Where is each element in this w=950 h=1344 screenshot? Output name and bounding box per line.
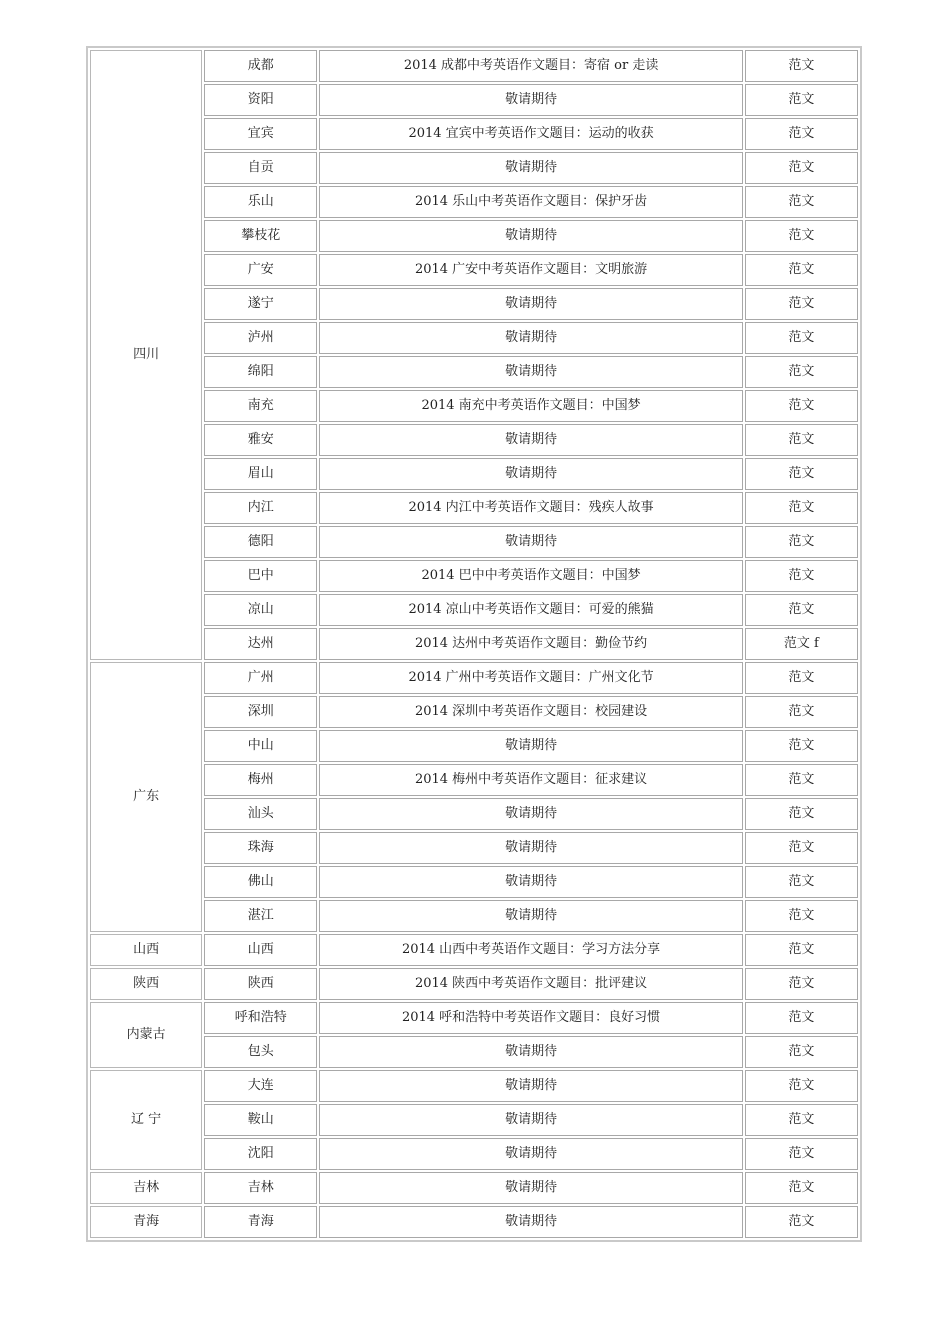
table-row xyxy=(90,322,858,354)
sample-essay-link[interactable]: 范文 xyxy=(745,934,858,966)
table-row xyxy=(90,356,858,388)
city-cell: 鞍山 xyxy=(204,1104,317,1136)
essay-topic-cell: 2014 广州中考英语作文题目：广州文化节 xyxy=(319,662,742,694)
sample-essay-link[interactable]: 范文 xyxy=(745,254,858,286)
city-cell: 佛山 xyxy=(204,866,317,898)
city-cell: 呼和浩特 xyxy=(204,1002,317,1034)
city-cell: 成都 xyxy=(204,50,317,82)
city-cell: 沈阳 xyxy=(204,1138,317,1170)
table-row xyxy=(90,968,858,1000)
table-row xyxy=(90,934,858,966)
table-row xyxy=(90,288,858,320)
essay-topic-cell: 敬请期待 xyxy=(319,220,742,252)
table-row xyxy=(90,1172,858,1204)
essay-topic-cell: 2014 山西中考英语作文题目：学习方法分享 xyxy=(319,934,742,966)
sample-essay-link[interactable]: 范文 xyxy=(745,322,858,354)
table-row xyxy=(90,1206,858,1238)
city-cell: 珠海 xyxy=(204,832,317,864)
essay-topic-cell: 2014 达州中考英语作文题目：勤俭节约 xyxy=(319,628,742,660)
city-cell: 自贡 xyxy=(204,152,317,184)
table-row xyxy=(90,560,858,592)
table-row xyxy=(90,220,858,252)
city-cell: 湛江 xyxy=(204,900,317,932)
table-row xyxy=(90,730,858,762)
table-row xyxy=(90,1036,858,1068)
city-cell: 凉山 xyxy=(204,594,317,626)
city-cell: 大连 xyxy=(204,1070,317,1102)
essay-topics-table-frame xyxy=(86,46,862,1242)
sample-essay-link[interactable]: 范文 xyxy=(745,390,858,422)
essay-topic-cell: 2014 成都中考英语作文题目：寄宿 or 走读 xyxy=(319,50,742,82)
sample-essay-link[interactable]: 范文 xyxy=(745,1036,858,1068)
essay-topic-cell: 敬请期待 xyxy=(319,1138,742,1170)
city-cell: 南充 xyxy=(204,390,317,422)
sample-essay-link[interactable]: 范文 xyxy=(745,968,858,1000)
city-cell: 吉林 xyxy=(204,1172,317,1204)
essay-topic-cell: 敬请期待 xyxy=(319,526,742,558)
province-cell: 辽 宁 xyxy=(90,1070,202,1170)
province-cell: 广东 xyxy=(90,662,202,932)
sample-essay-link[interactable]: 范文 xyxy=(745,1172,858,1204)
essay-topic-cell: 2014 梅州中考英语作文题目：征求建议 xyxy=(319,764,742,796)
sample-essay-link[interactable]: 范文 xyxy=(745,1104,858,1136)
essay-topic-cell: 2014 深圳中考英语作文题目：校园建设 xyxy=(319,696,742,728)
sample-essay-link[interactable]: 范文 xyxy=(745,288,858,320)
sample-essay-link[interactable]: 范文 xyxy=(745,1138,858,1170)
sample-essay-link[interactable]: 范文 xyxy=(745,730,858,762)
sample-essay-link[interactable]: 范文 xyxy=(745,186,858,218)
table-row xyxy=(90,866,858,898)
sample-essay-link[interactable]: 范文 xyxy=(745,594,858,626)
table-row xyxy=(90,594,858,626)
essay-topic-cell: 2014 陕西中考英语作文题目：批评建议 xyxy=(319,968,742,1000)
essay-topic-cell: 2014 内江中考英语作文题目：残疾人故事 xyxy=(319,492,742,524)
sample-essay-link[interactable]: 范文 xyxy=(745,866,858,898)
table-row xyxy=(90,458,858,490)
sample-essay-link[interactable]: 范文 xyxy=(745,900,858,932)
province-cell: 青海 xyxy=(90,1206,202,1238)
essay-topic-cell: 2014 呼和浩特中考英语作文题目：良好习惯 xyxy=(319,1002,742,1034)
city-cell: 巴中 xyxy=(204,560,317,592)
sample-essay-link[interactable]: 范文 xyxy=(745,1002,858,1034)
essay-topic-cell: 敬请期待 xyxy=(319,1206,742,1238)
city-cell: 梅州 xyxy=(204,764,317,796)
table-row xyxy=(90,1070,858,1102)
table-row xyxy=(90,84,858,116)
sample-essay-link[interactable]: 范文 xyxy=(745,560,858,592)
sample-essay-link[interactable]: 范文 xyxy=(745,1070,858,1102)
essay-topic-cell: 2014 广安中考英语作文题目：文明旅游 xyxy=(319,254,742,286)
table-row xyxy=(90,1002,858,1034)
province-cell: 吉林 xyxy=(90,1172,202,1204)
city-cell: 包头 xyxy=(204,1036,317,1068)
essay-topic-cell: 2014 南充中考英语作文题目：中国梦 xyxy=(319,390,742,422)
essay-topic-cell: 敬请期待 xyxy=(319,730,742,762)
sample-essay-link[interactable]: 范文 xyxy=(745,118,858,150)
essay-topic-cell: 敬请期待 xyxy=(319,832,742,864)
city-cell: 雅安 xyxy=(204,424,317,456)
essay-topic-cell: 敬请期待 xyxy=(319,152,742,184)
table-row xyxy=(90,424,858,456)
table-row xyxy=(90,254,858,286)
table-row xyxy=(90,186,858,218)
table-row xyxy=(90,628,858,660)
table-row xyxy=(90,798,858,830)
province-cell: 陕西 xyxy=(90,968,202,1000)
table-row xyxy=(90,492,858,524)
city-cell: 中山 xyxy=(204,730,317,762)
table-row xyxy=(90,900,858,932)
sample-essay-link[interactable]: 范文 xyxy=(745,458,858,490)
sample-essay-link[interactable]: 范文 xyxy=(745,424,858,456)
table-row xyxy=(90,1138,858,1170)
city-cell: 深圳 xyxy=(204,696,317,728)
essay-topic-cell: 2014 凉山中考英语作文题目：可爱的熊猫 xyxy=(319,594,742,626)
city-cell: 广州 xyxy=(204,662,317,694)
essay-topic-cell: 敬请期待 xyxy=(319,1104,742,1136)
sample-essay-link[interactable]: 范文 xyxy=(745,50,858,82)
sample-essay-link[interactable]: 范文 xyxy=(745,798,858,830)
sample-essay-link[interactable]: 范文 xyxy=(745,492,858,524)
essay-topic-cell: 敬请期待 xyxy=(319,900,742,932)
city-cell: 内江 xyxy=(204,492,317,524)
city-cell: 乐山 xyxy=(204,186,317,218)
sample-essay-link[interactable]: 范文 f xyxy=(745,628,858,660)
sample-essay-link[interactable]: 范文 xyxy=(745,152,858,184)
essay-topic-cell: 敬请期待 xyxy=(319,84,742,116)
province-cell: 内蒙古 xyxy=(90,1002,202,1068)
city-cell: 宜宾 xyxy=(204,118,317,150)
sample-essay-link[interactable]: 范文 xyxy=(745,1206,858,1238)
city-cell: 汕头 xyxy=(204,798,317,830)
city-cell: 眉山 xyxy=(204,458,317,490)
sample-essay-link[interactable]: 范文 xyxy=(745,84,858,116)
sample-essay-link[interactable]: 范文 xyxy=(745,220,858,252)
table-row xyxy=(90,50,858,82)
table-body xyxy=(90,50,858,1238)
city-cell: 德阳 xyxy=(204,526,317,558)
province-cell: 四川 xyxy=(90,50,202,660)
essay-topic-cell: 2014 乐山中考英语作文题目：保护牙齿 xyxy=(319,186,742,218)
essay-topic-cell: 敬请期待 xyxy=(319,1036,742,1068)
essay-topic-cell: 敬请期待 xyxy=(319,866,742,898)
essay-topic-cell: 敬请期待 xyxy=(319,424,742,456)
essay-topic-cell: 敬请期待 xyxy=(319,322,742,354)
sample-essay-link[interactable]: 范文 xyxy=(745,832,858,864)
city-cell: 广安 xyxy=(204,254,317,286)
city-cell: 遂宁 xyxy=(204,288,317,320)
table-row xyxy=(90,390,858,422)
essay-topic-cell: 敬请期待 xyxy=(319,356,742,388)
essay-topic-cell: 敬请期待 xyxy=(319,288,742,320)
sample-essay-link[interactable]: 范文 xyxy=(745,526,858,558)
city-cell: 资阳 xyxy=(204,84,317,116)
sample-essay-link[interactable]: 范文 xyxy=(745,764,858,796)
province-cell: 山西 xyxy=(90,934,202,966)
sample-essay-link[interactable]: 范文 xyxy=(745,696,858,728)
table-row xyxy=(90,526,858,558)
essay-topic-cell: 敬请期待 xyxy=(319,1070,742,1102)
table-row xyxy=(90,832,858,864)
sample-essay-link[interactable]: 范文 xyxy=(745,356,858,388)
essay-topic-cell: 2014 宜宾中考英语作文题目：运动的收获 xyxy=(319,118,742,150)
city-cell: 达州 xyxy=(204,628,317,660)
table-row xyxy=(90,764,858,796)
table-row xyxy=(90,662,858,694)
city-cell: 陕西 xyxy=(204,968,317,1000)
essay-topic-cell: 敬请期待 xyxy=(319,458,742,490)
table-row xyxy=(90,1104,858,1136)
essay-topic-cell: 敬请期待 xyxy=(319,1172,742,1204)
sample-essay-link[interactable]: 范文 xyxy=(745,662,858,694)
city-cell: 绵阳 xyxy=(204,356,317,388)
city-cell: 泸州 xyxy=(204,322,317,354)
essay-topics-table xyxy=(88,48,860,1240)
city-cell: 青海 xyxy=(204,1206,317,1238)
table-row xyxy=(90,118,858,150)
essay-topic-cell: 2014 巴中中考英语作文题目：中国梦 xyxy=(319,560,742,592)
city-cell: 山西 xyxy=(204,934,317,966)
table-row xyxy=(90,152,858,184)
table-row xyxy=(90,696,858,728)
city-cell: 攀枝花 xyxy=(204,220,317,252)
essay-topic-cell: 敬请期待 xyxy=(319,798,742,830)
